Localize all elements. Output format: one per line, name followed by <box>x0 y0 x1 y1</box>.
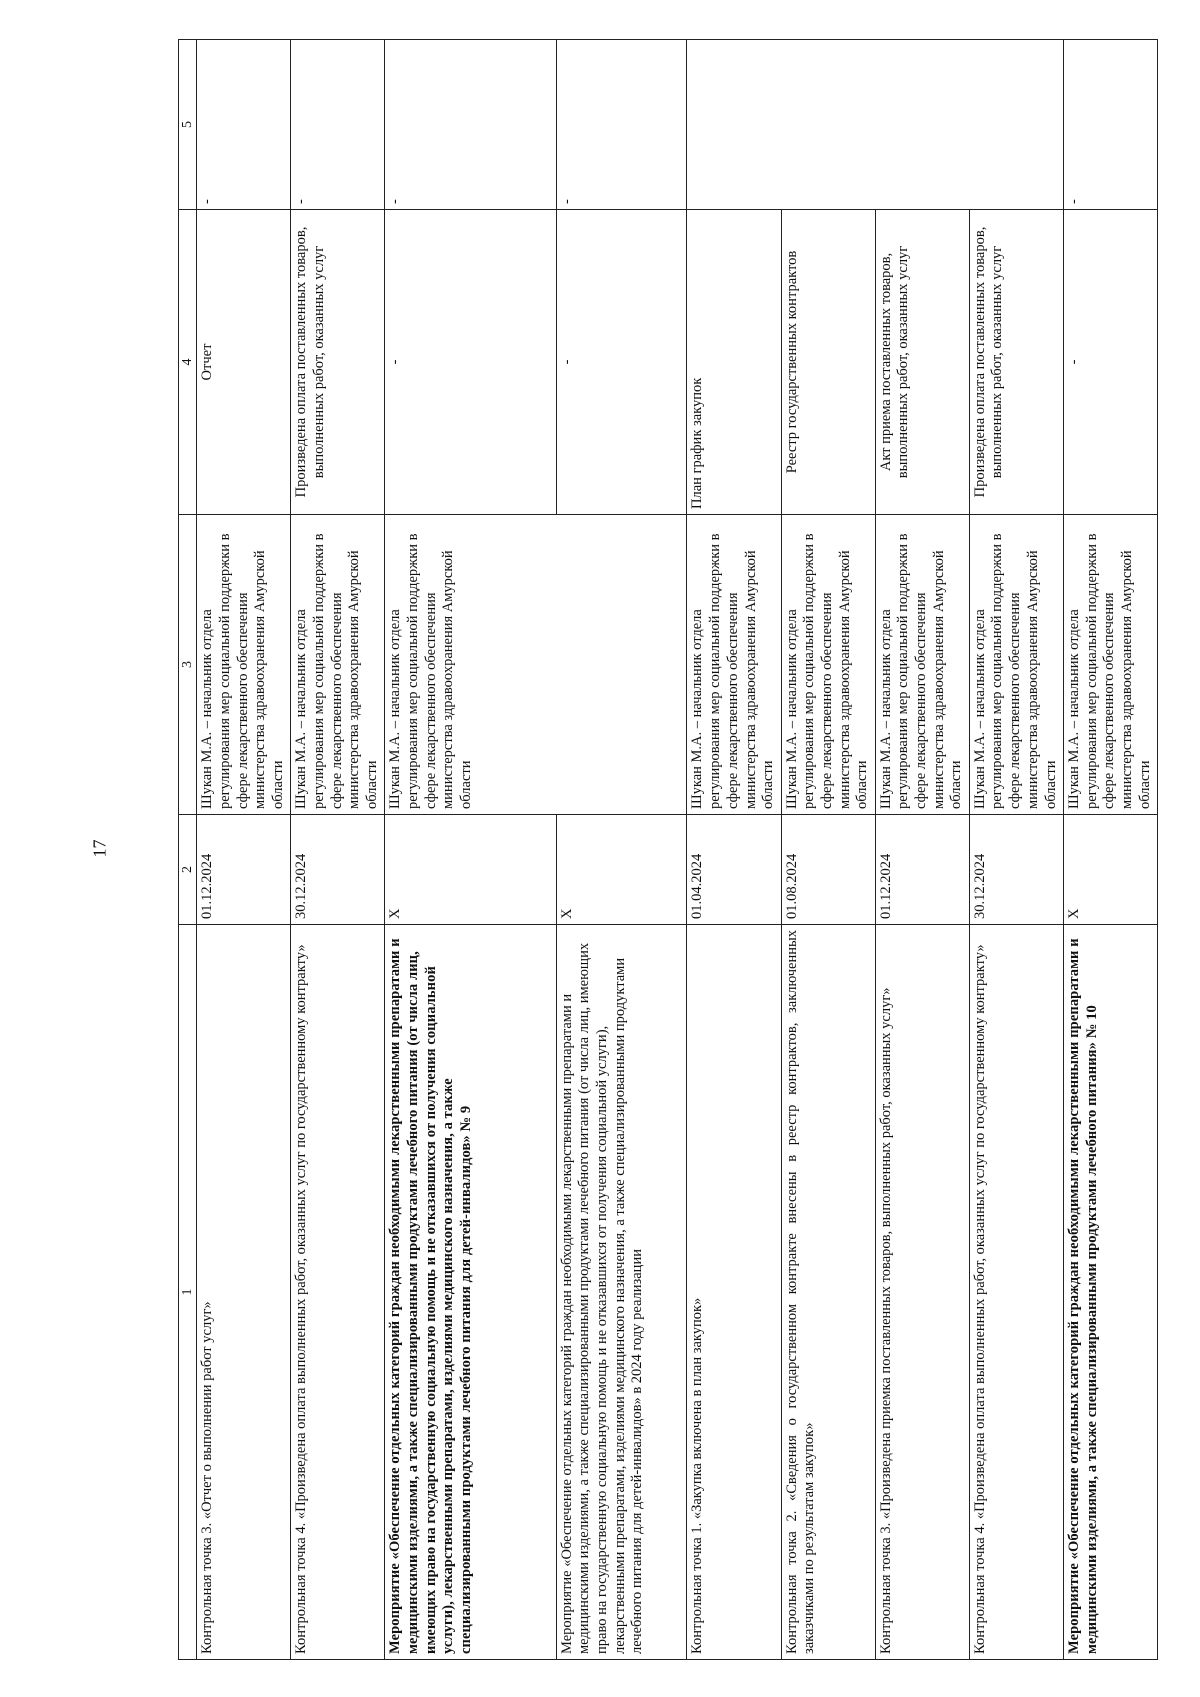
row-3-description: Мероприятие «Обеспечение отдельных категорий граждан необходимыми лекарственными препаратами и медицинскими изделиями, а также специализированными продуктами лечебного питания (от числа лиц, имеющих право на государственную социальную помощь и не отказавшихся от получения социальной услуги), лекарственными препаратами, изделиями медицинского назначения, а также специализированными продуктами лечебного питания для детей-инвалидов» № 9 <box>385 925 556 1660</box>
row-1-info-system: - <box>197 40 291 210</box>
row-2-result: Произведена оплата поставленных товаров, выполненных работ, оказанных услуг <box>291 210 385 515</box>
row-6-result: Реестр государственных контрактов <box>781 210 875 515</box>
table-row <box>687 40 781 1660</box>
rotated-table-container <box>178 40 1158 1660</box>
row-7-result: Акт приема поставленных товаров, выполненных работ, оказанных услуг <box>875 210 969 515</box>
row-9-description: Мероприятие «Обеспечение отдельных категорий граждан необходимыми лекарственными препаратами и медицинскими изделиями, а также специализированными продуктами лечебного питания» № 10 <box>1063 925 1157 1660</box>
row-5-description: Контрольная точка 1. «Закупка включена в план закупок» <box>687 925 781 1660</box>
row-7-date: 01.12.2024 <box>875 815 969 925</box>
rotated-page-content <box>178 40 1158 1660</box>
row-9-responsible: Шукан М.А. – начальник отдела регулирования мер социальной поддержки в сфере лекарственного обеспечения министерства здравоохранения Амурской области <box>1063 515 1157 815</box>
table-row <box>197 40 291 1660</box>
row-6-responsible: Шукан М.А. – начальник отдела регулирования мер социальной поддержки в сфере лекарственного обеспечения министерства здравоохранения Амурской области <box>781 515 875 815</box>
table-row <box>781 40 875 1660</box>
header-col-3: 3 <box>179 515 197 815</box>
row-3-date: X <box>385 815 556 925</box>
row-2-date: 30.12.2024 <box>291 815 385 925</box>
row-7-responsible: Шукан М.А. – начальник отдела регулирования мер социальной поддержки в сфере лекарственного обеспечения министерства здравоохранения Амурской области <box>875 515 969 815</box>
row-9-result: - <box>1063 210 1157 515</box>
row-8-responsible: Шукан М.А. – начальник отдела регулирования мер социальной поддержки в сфере лекарственного обеспечения министерства здравоохранения Амурской области <box>969 515 1063 815</box>
row-8-result: Произведена оплата поставленных товаров, выполненных работ, оказанных услуг <box>969 210 1063 515</box>
row-6-date: 01.08.2024 <box>781 815 875 925</box>
row-2-description: Контрольная точка 4. «Произведена оплата выполненных работ, оказанных услуг по государственному контракту» <box>291 925 385 1660</box>
row-1-responsible: Шукан М.А. – начальник отдела регулирования мер социальной поддержки в сфере лекарственного обеспечения министерства здравоохранения Амурской области <box>197 515 291 815</box>
header-row <box>179 40 197 1660</box>
row-5-info-system <box>687 40 1063 210</box>
table-row <box>1063 40 1157 1660</box>
row-4-info-system: - <box>556 40 687 210</box>
header-col-4: 4 <box>179 210 197 515</box>
table-row <box>291 40 385 1660</box>
row-4-result: - <box>556 210 687 515</box>
plan-table <box>178 39 1158 1660</box>
row-5-result: План график закупок <box>687 210 781 515</box>
header-col-2: 2 <box>179 815 197 925</box>
row-4-description: Мероприятие «Обеспечение отдельных категорий граждан необходимыми лекарственными препаратами и медицинскими изделиями, а также специализированными продуктами лечебного питания (от числа лиц, имеющих право на государственную социальную помощь и не отказавшихся от получения социальной услуги), лекарственными препаратами, изделиями медицинского назначения, а также специализированными продуктами лечебного питания для детей-инвалидов» в 2024 году реализации <box>556 925 687 1660</box>
row-1-date: 01.12.2024 <box>197 815 291 925</box>
row-3-info-system: - <box>385 40 556 210</box>
row-9-date: X <box>1063 815 1157 925</box>
page-number: 17 <box>89 839 110 858</box>
table-row <box>875 40 969 1660</box>
table-row <box>556 40 687 1660</box>
row-4-date: X <box>556 815 687 925</box>
row-3-result: - <box>385 210 556 515</box>
row-7-description: Контрольная точка 3. «Произведена приемка поставленных товаров, выполненных работ, оказанных услуг» <box>875 925 969 1660</box>
row-6-description: Контрольная точка 2. «Сведения о государственном контракте внесены в реестр контрактов, заключенных заказчиками по результатам закупок» <box>781 925 875 1660</box>
row-5-responsible: Шукан М.А. – начальник отдела регулирования мер социальной поддержки в сфере лекарственного обеспечения министерства здравоохранения Амурской области <box>687 515 781 815</box>
row-8-description: Контрольная точка 4. «Произведена оплата выполненных работ, оказанных услуг по государственному контракту» <box>969 925 1063 1660</box>
table-row <box>385 40 556 1660</box>
row-9-info-system: - <box>1063 40 1157 210</box>
table-row <box>969 40 1063 1660</box>
row-3-responsible: Шукан М.А. – начальник отдела регулирования мер социальной поддержки в сфере лекарственного обеспечения министерства здравоохранения Амурской области <box>385 515 687 815</box>
row-2-responsible: Шукан М.А. – начальник отдела регулирования мер социальной поддержки в сфере лекарственного обеспечения министерства здравоохранения Амурской области <box>291 515 385 815</box>
row-8-date: 30.12.2024 <box>969 815 1063 925</box>
header-col-1: 1 <box>179 925 197 1660</box>
row-1-description: Контрольная точка 3. «Отчет о выполнении работ услуг» <box>197 925 291 1660</box>
row-5-date: 01.04.2024 <box>687 815 781 925</box>
row-1-result: Отчет <box>197 210 291 515</box>
header-col-5: 5 <box>179 40 197 210</box>
row-2-info-system: - <box>291 40 385 210</box>
